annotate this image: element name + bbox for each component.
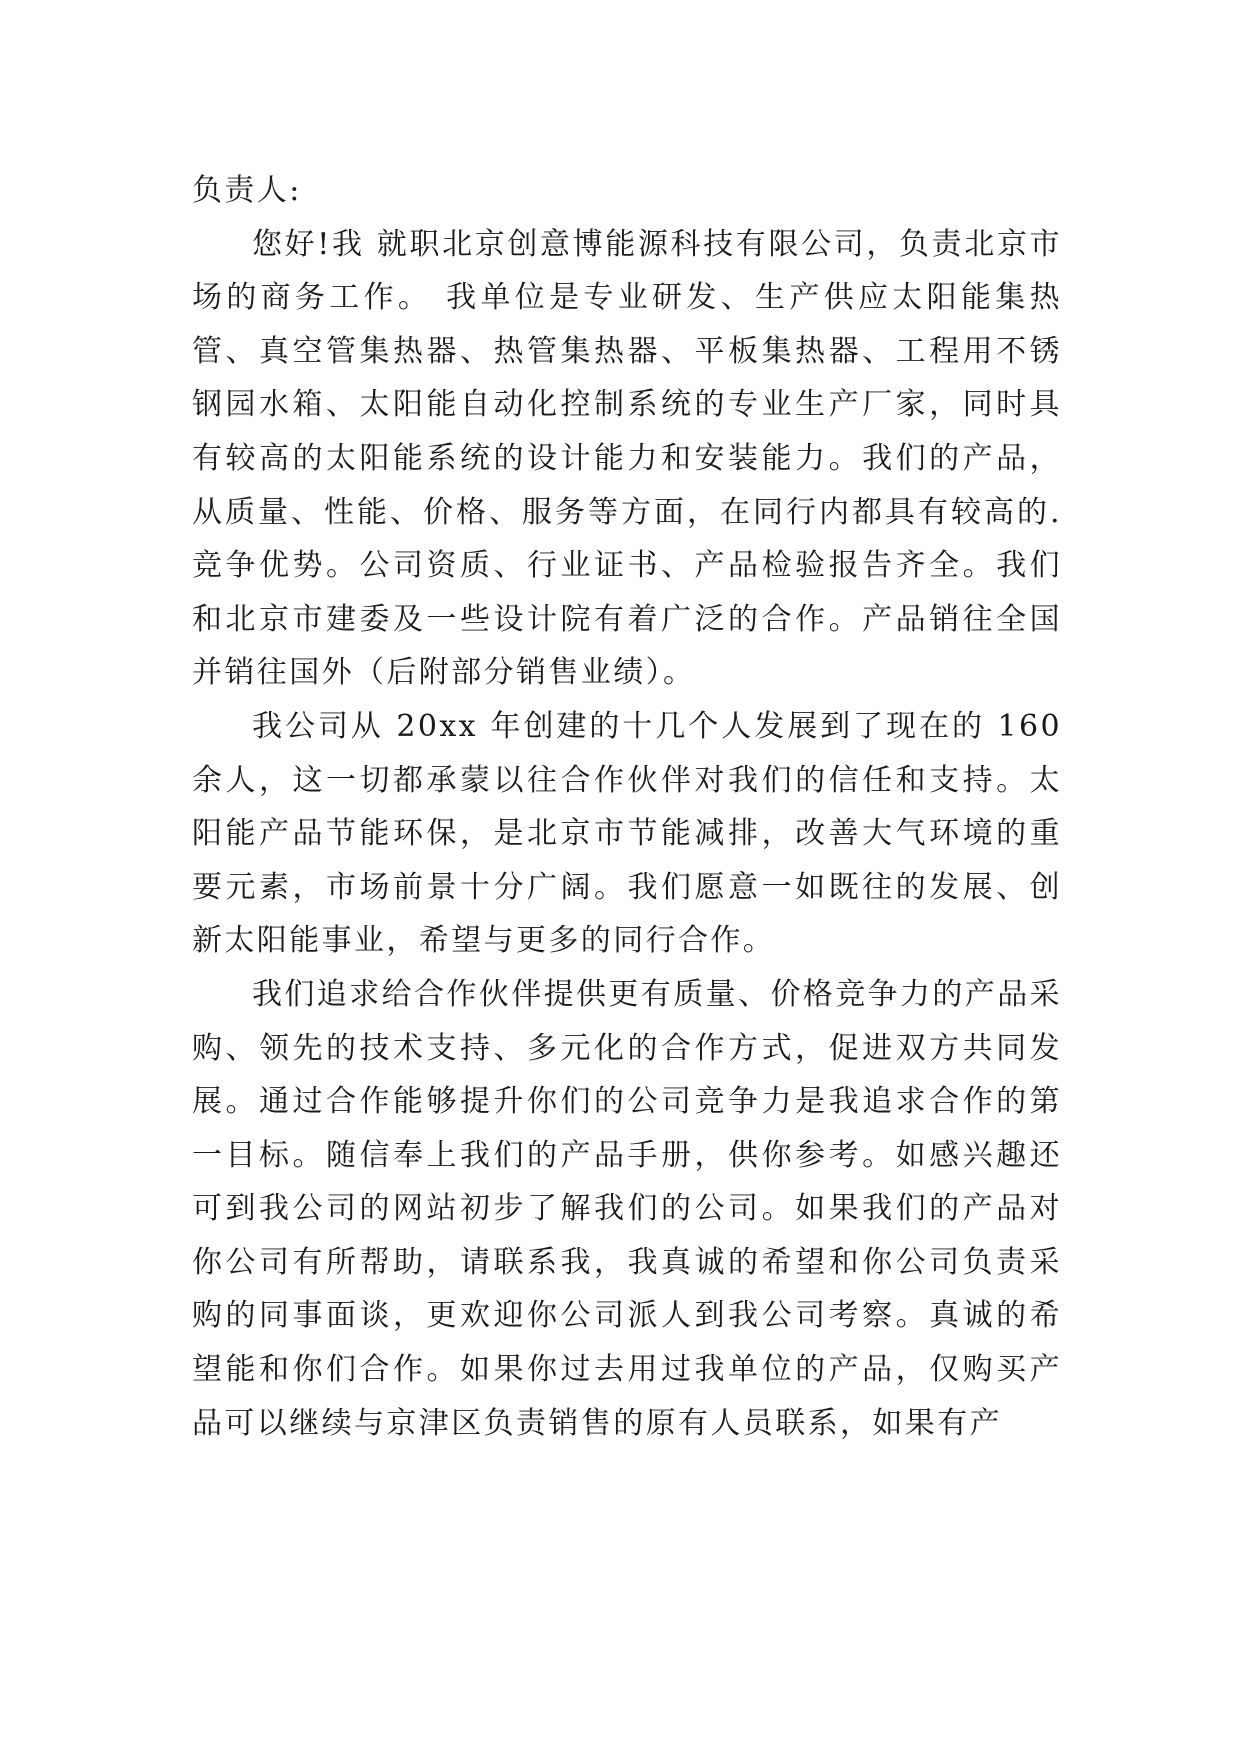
paragraph-cooperation: 我们追求给合作伙伴提供更有质量、价格竞争力的产品采购、领先的技术支持、多元化的合作方式，促进双方共同发展。通过合作能够提升你们的公司竞争力是我追求合作的第一目标。随信奉上我们的产品手册，供你参考。如感兴趣还可到我公司的网站初步了解我们的公司。如果我们的产品对你公司有所帮助，请联系我，我真诚的希望和你公司负责采购的同事面谈，更欢迎你公司派人到我公司考察。真诚的希望能和你们合作。如果你过去用过我单位的产品，仅购买产品可以继续与京津区负责销售的原有人员联系，如果有产 [192, 976, 1062, 1441]
paragraph-introduction: 您好!我 就职北京创意博能源科技有限公司，负责北京市场的商务工作。 我单位是专业研发、生产供应太阳能集热管、真空管集热器、热管集热器、平板集热器、工程用不锈钢园水箱、太阳能自动化控制系统的专业生产厂家，同时具有较高的太阳能系统的设计能力和安装能力。我们的产品，从质量、性能、价格、服务等方面，在同行内都具有较高的.竞争优势。公司资质、行业证书、产品检验报告齐全。我们和北京市建委及一些设计院有着广泛的合作。产品销往全国并销往国外（后附部分销售业绩）。 [192, 226, 1062, 691]
letter-body [192, 164, 1062, 1450]
paragraph-company-history: 我公司从 20xx 年创建的十几个人发展到了现在的 160 余人，这一切都承蒙以往合作伙伴对我们的信任和支持。太阳能产品节能环保，是北京市节能减排，改善大气环境的重要元素，市场前景十分广阔。我们愿意一如既往的发展、创新太阳能事业，希望与更多的同行合作。 [192, 708, 1062, 959]
salutation: 负责人: [192, 173, 302, 208]
